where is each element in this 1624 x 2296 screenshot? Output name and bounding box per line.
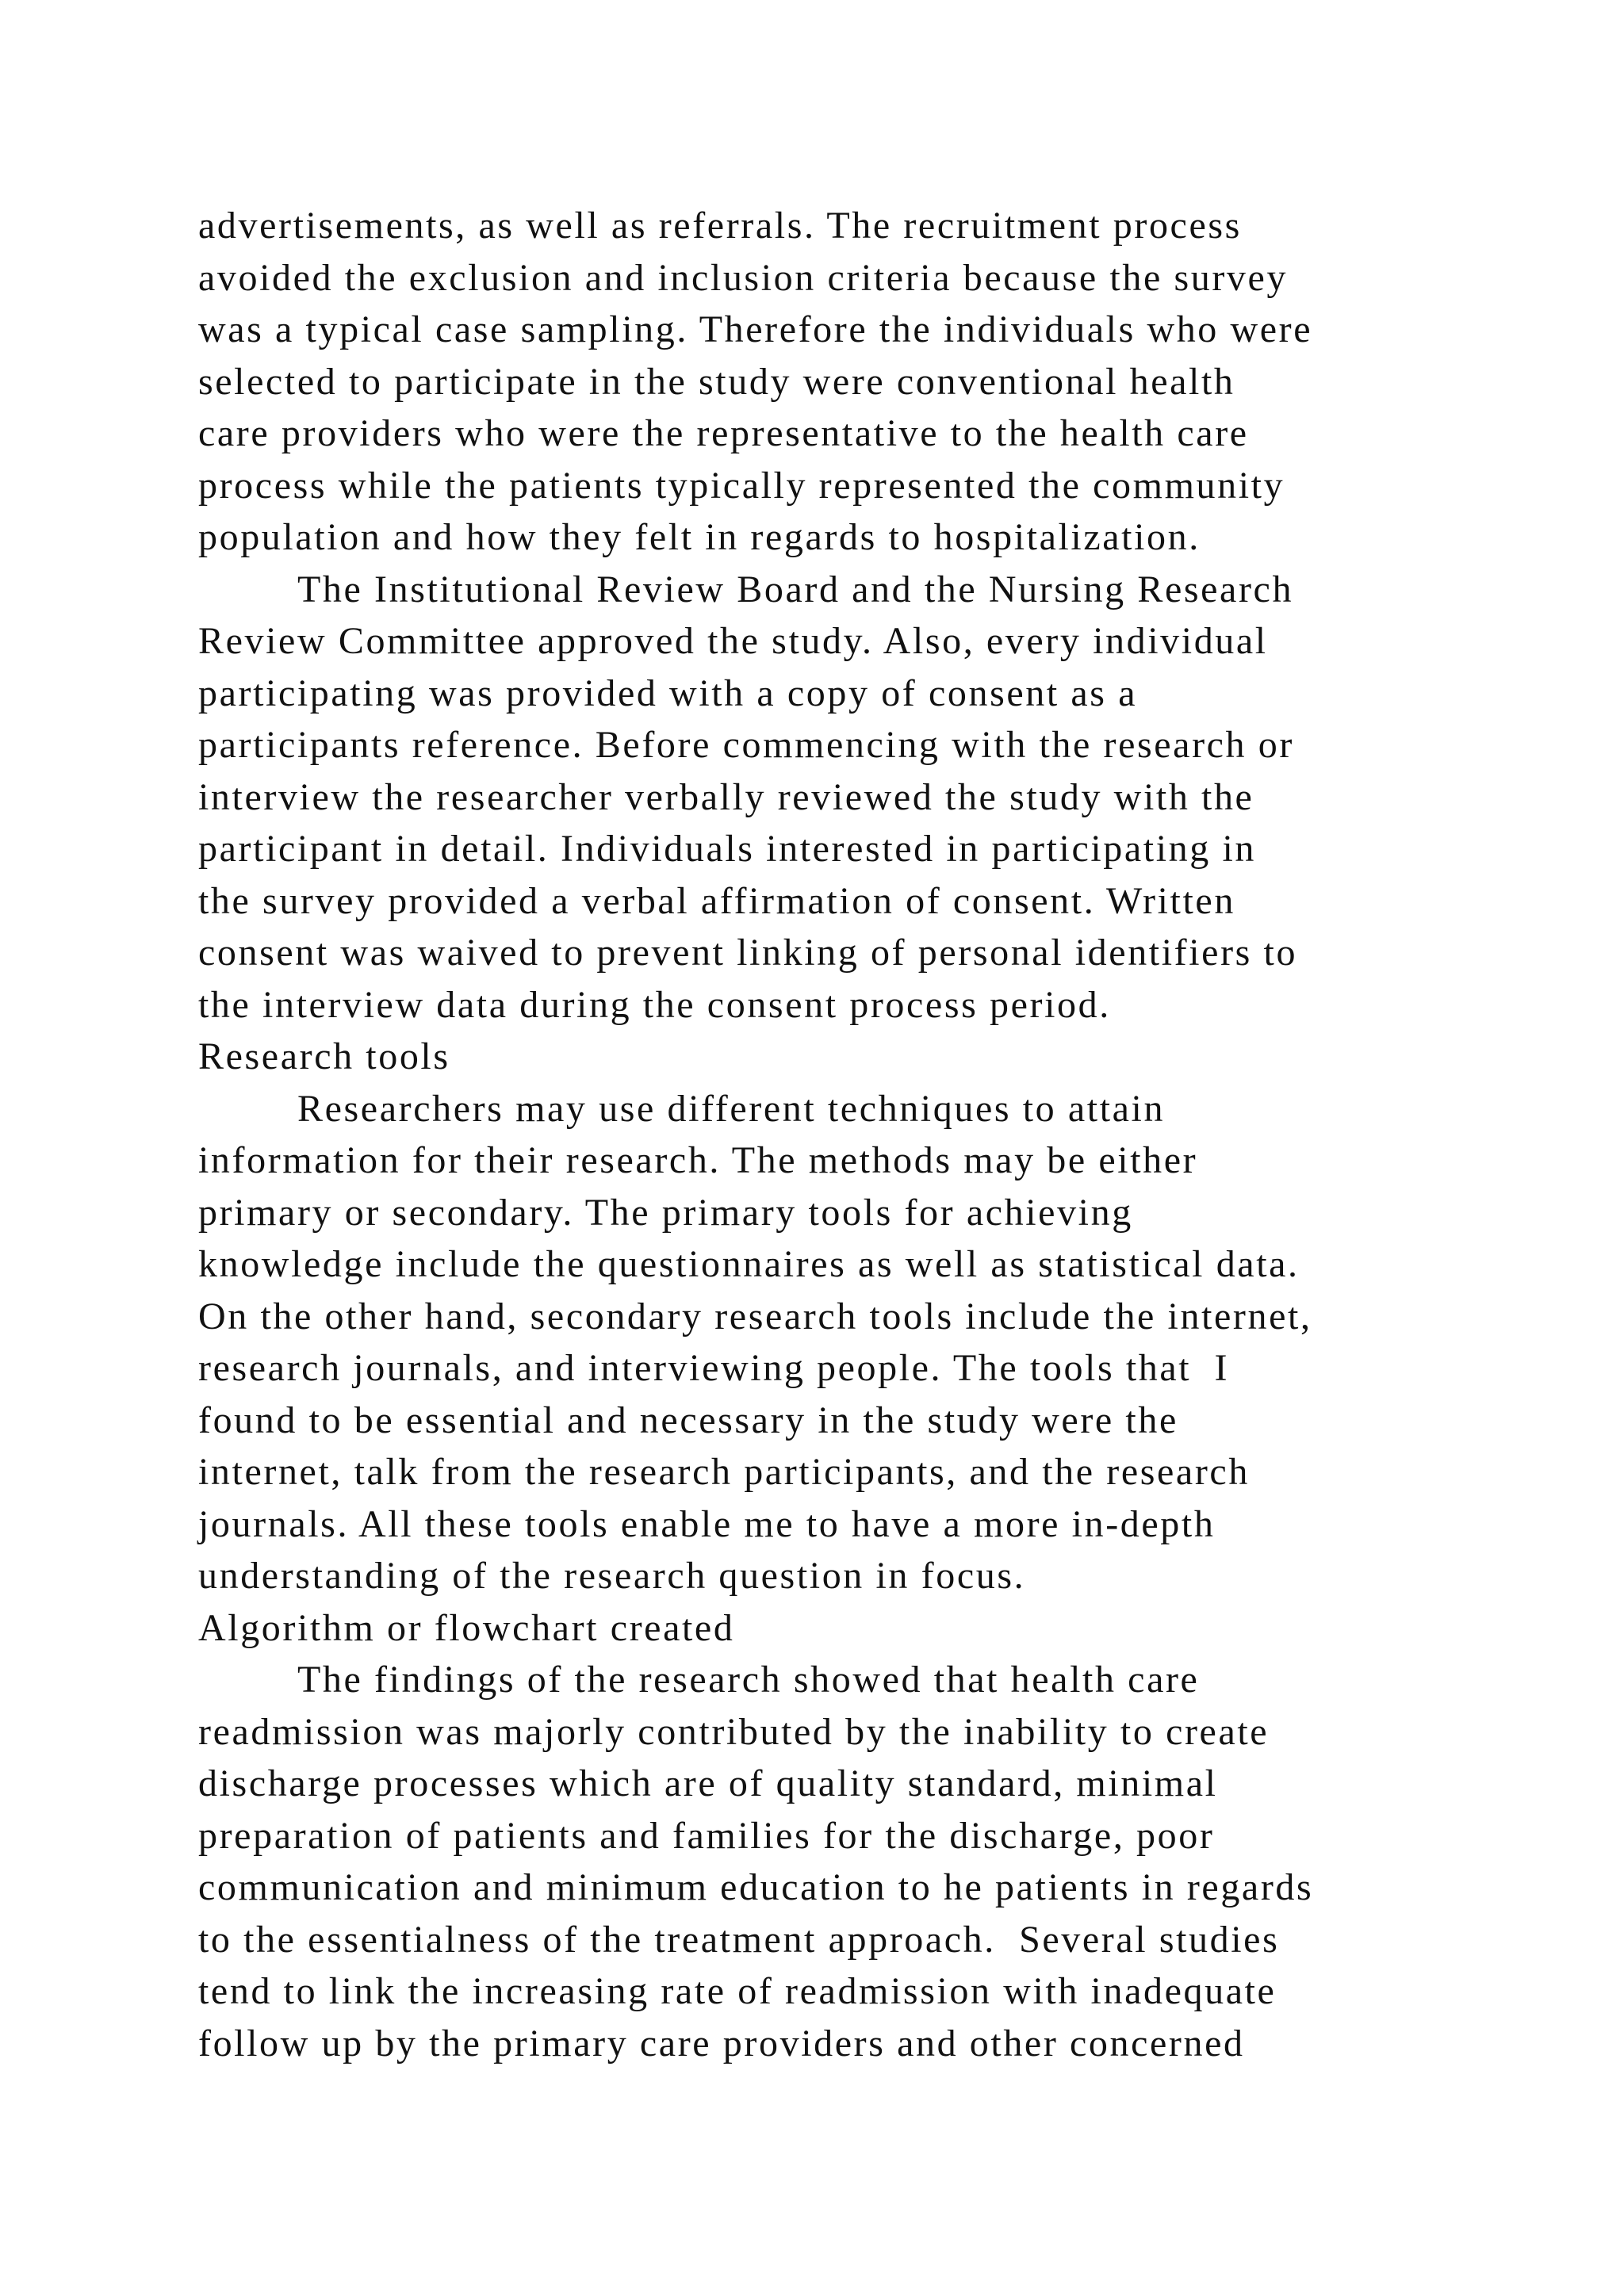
text-line: participant in detail. Individuals interested in participating in: [198, 828, 1257, 870]
text-line: understanding of the research question in focus.: [198, 1555, 1026, 1597]
text-line: tend to link the increasing rate of readmission with inadequate: [198, 1970, 1277, 2012]
text-line: interview the researcher verbally reviewed the study with the: [198, 775, 1254, 818]
text-line: the survey provided a verbal affirmation of consent. Written: [198, 879, 1235, 922]
text-line: was a typical case sampling. Therefore the individuals who were: [198, 308, 1313, 350]
text-line: primary or secondary. The primary tools for achieving: [198, 1191, 1133, 1234]
text-line: to the essentialness of the treatment approach. Several studies: [198, 1918, 1280, 1961]
text-line: the interview data during the consent process period.: [198, 983, 1111, 1026]
text-line: care providers who were the representative to the health care: [198, 412, 1249, 454]
text-line: information for their research. The methods may be either: [198, 1139, 1198, 1181]
text-line: journals. All these tools enable me to have a more in-depth: [198, 1502, 1216, 1545]
text-line: process while the patients typically represented the community: [198, 464, 1285, 507]
text-line: On the other hand, secondary research tools include the internet,: [198, 1295, 1312, 1337]
text-line: The Institutional Review Board and the Nursing Research: [297, 568, 1294, 610]
text-line: found to be essential and necessary in the study were the: [198, 1399, 1178, 1441]
text-line: knowledge include the questionnaires as well as statistical data.: [198, 1243, 1300, 1285]
text-line: selected to participate in the study were conventional health: [198, 360, 1235, 403]
text-line: internet, talk from the research participants, and the research: [198, 1451, 1250, 1493]
text-line: preparation of patients and families for the discharge, poor: [198, 1814, 1215, 1857]
text-line: avoided the exclusion and inclusion criteria because the survey: [198, 256, 1289, 299]
text-line: Review Committee approved the study. Also, every individual: [198, 620, 1268, 662]
text-line: participating was provided with a copy of consent as a: [198, 672, 1138, 714]
text-line: discharge processes which are of quality standard, minimal: [198, 1762, 1218, 1804]
text-line: communication and minimum education to he patients in regards: [198, 1866, 1314, 1908]
text-line: Research tools: [198, 1035, 450, 1077]
text-line: Algorithm or flowchart created: [198, 1606, 735, 1649]
text-line: participants reference. Before commencing with the research or: [198, 724, 1294, 766]
text-line: Researchers may use different techniques to attain: [297, 1087, 1166, 1130]
text-line: advertisements, as well as referrals. The recruitment process: [198, 205, 1242, 247]
text-line: The findings of the research showed that health care: [297, 1659, 1200, 1701]
text-line: population and how they felt in regards to hospitalization.: [198, 516, 1201, 558]
text-line: readmission was majorly contributed by the inability to create: [198, 1710, 1270, 1753]
text-line: follow up by the primary care providers and other concerned: [198, 2022, 1245, 2064]
text-line: research journals, and interviewing people. The tools that I: [198, 1347, 1230, 1389]
body-text: [198, 200, 1624, 2069]
text-line: consent was waived to prevent linking of personal identifiers to: [198, 932, 1298, 974]
